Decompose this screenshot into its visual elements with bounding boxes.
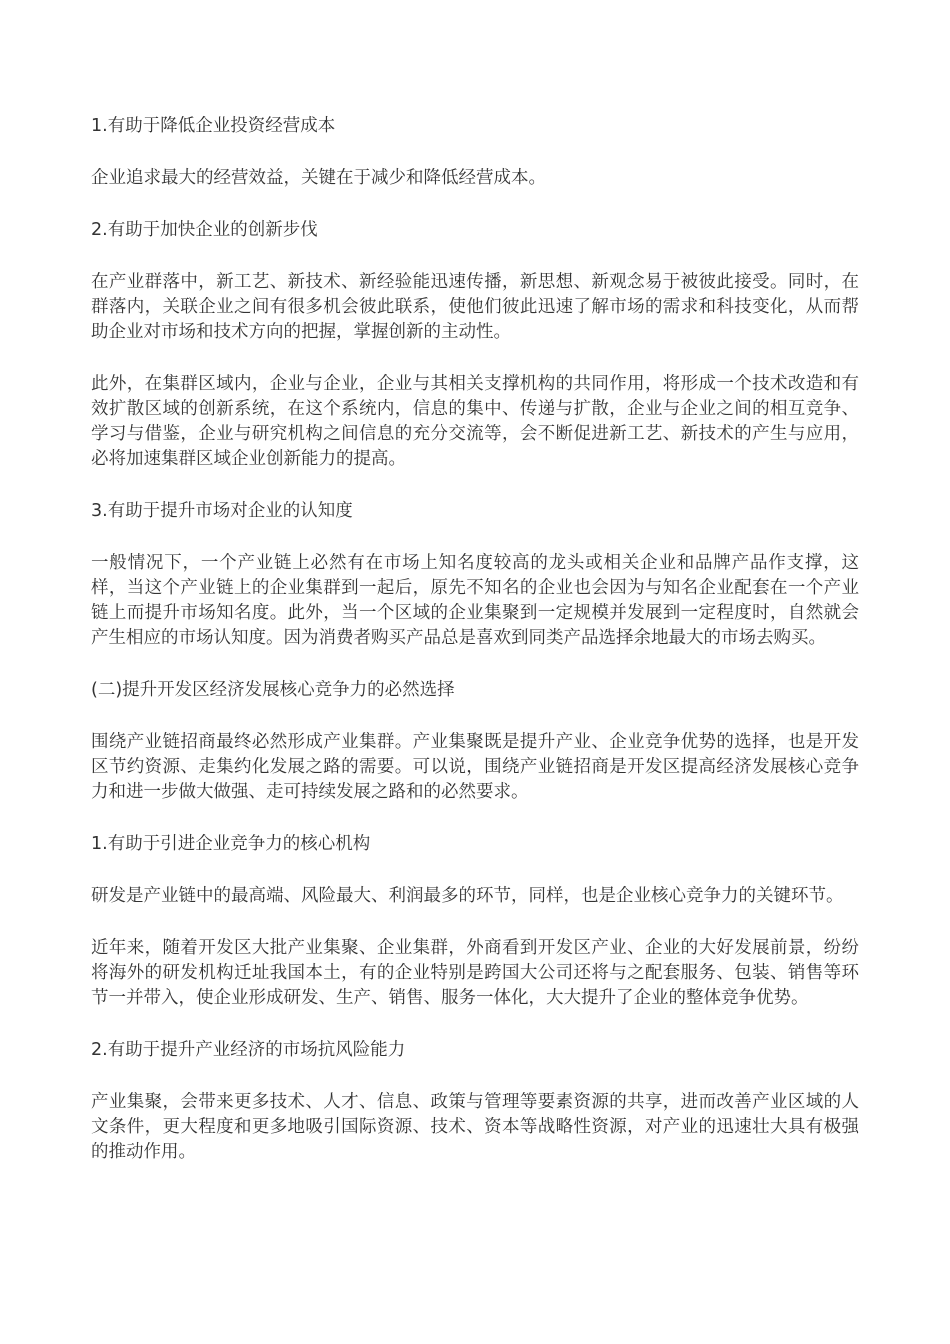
- paragraph: 一般情况下，一个产业链上必然有在市场上知名度较高的龙头或相关企业和品牌产品作支撑，这样，当这个产业链上的企业集群到一起后，原先不知名的企业也会因为与知名企业配套在一个产业链上而提升市场知名度。此外，当一个区域的企业集聚到一定规模并发展到一定程度时，自然就会产生相应的市场认知度。因为消费者购买产品总是喜欢到同类产品选择余地最大的市场去购买。: [91, 553, 859, 648]
- section-heading: 1.有助于降低企业投资经营成本: [91, 116, 336, 136]
- section-heading: 2.有助于加快企业的创新步伐: [91, 220, 318, 240]
- paragraph: 围绕产业链招商最终必然形成产业集群。产业集聚既是提升产业、企业竞争优势的选择，也是开发区节约资源、走集约化发展之路的需要。可以说，围绕产业链招商是开发区提高经济发展核心竞争力和进一步做大做强、走可持续发展之路和的必然要求。: [91, 732, 859, 802]
- paragraph: 近年来，随着开发区大批产业集聚、企业集群，外商看到开发区产业、企业的大好发展前景，纷纷将海外的研发机构迁址我国本土，有的企业特别是跨国大公司还将与之配套服务、包装、销售等环节一并带入，使企业形成研发、生产、销售、服务一体化，大大提升了企业的整体竞争优势。: [91, 938, 859, 1008]
- section-heading: 1.有助于引进企业竞争力的核心机构: [91, 834, 371, 854]
- paragraph: 此外，在集群区域内，企业与企业，企业与其相关支撑机构的共同作用，将形成一个技术改造和有效扩散区域的创新系统，在这个系统内，信息的集中、传递与扩散，企业与企业之间的相互竞争、学习与借鉴，企业与研究机构之间信息的充分交流等，会不断促进新工艺、新技术的产生与应用，必将加速集群区域企业创新能力的提高。: [91, 374, 859, 469]
- section-heading: 2.有助于提升产业经济的市场抗风险能力: [91, 1040, 406, 1060]
- section-heading: 3.有助于提升市场对企业的认知度: [91, 501, 353, 521]
- paragraph: 在产业群落中，新工艺、新技术、新经验能迅速传播，新思想、新观念易于被彼此接受。同时，在群落内，关联企业之间有很多机会彼此联系，使他们彼此迅速了解市场的需求和科技变化，从而帮助企业对市场和技术方向的把握，掌握创新的主动性。: [91, 272, 859, 342]
- paragraph: 企业追求最大的经营效益，关键在于减少和降低经营成本。: [91, 168, 546, 188]
- section-heading: (二)提升开发区经济发展核心竞争力的必然选择: [91, 680, 455, 700]
- document-body: [91, 114, 859, 1192]
- paragraph: 产业集聚，会带来更多技术、人才、信息、政策与管理等要素资源的共享，进而改善产业区域的人文条件，更大程度和更多地吸引国际资源、技术、资本等战略性资源，对产业的迅速壮大具有极强的推动作用。: [91, 1092, 859, 1162]
- paragraph: 研发是产业链中的最高端、风险最大、利润最多的环节，同样，也是企业核心竞争力的关键环节。: [91, 886, 844, 906]
